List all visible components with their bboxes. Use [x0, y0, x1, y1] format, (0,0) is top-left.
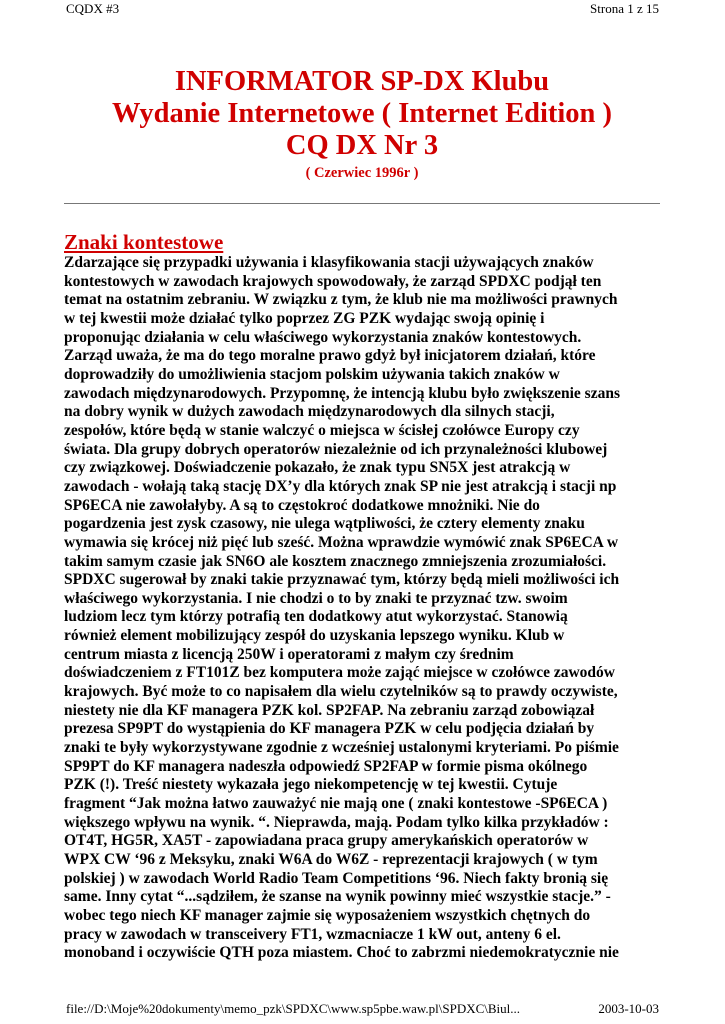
- body-line: monoband i oczywiście QTH poza miastem. Choć to zabrzmi niedemokratycznie nie: [64, 944, 619, 962]
- body-line: pogardzenia jest zysk czasowy, nie ulega wątpliwości, że cztery elementy znaku: [64, 515, 585, 533]
- body-line: czy związkowej. Doświadczenie pokazało, że znak typu SN5X jest atrakcją w: [64, 459, 571, 477]
- body-line: doprowadziły do umożliwienia stacjom polskim używania takich znaków w: [64, 365, 560, 383]
- body-line: temat na ostatnim zebraniu. W związku z tym, że klub nie ma możliwości prawnych: [64, 291, 618, 309]
- body-line: wobec tego niech KF manager zajmie się wyposażeniem wszystkich chętnych do: [64, 906, 591, 924]
- horizontal-rule: [64, 203, 660, 204]
- body-line: doświadczeniem z FT101Z bez komputera może zająć miejsce w czołówce zawodów: [64, 664, 615, 682]
- body-line: SP6ECA nie zawołałyby. A są to częstokroć dodatkowe mnożniki. Nie do: [64, 496, 540, 514]
- body-line: wymawia się krócej niż pięć lub sześć. Można wprawdzie wymówić znak SP6ECA w: [64, 533, 619, 551]
- body-line: krajowych. Być może to co napisałem dla wielu czytelników są to prawdy oczywiste,: [64, 683, 618, 701]
- body-line: właściwego wykorzystania. I nie chodzi o to by znaki te przyznać tzw. swoim: [64, 589, 568, 607]
- body-line: OT4T, HG5R, XA5T - zapowiadana praca grupy amerykańskich operatorów w: [64, 832, 589, 850]
- body-line: SPDXC sugerował by znaki takie przyznawać tym, którzy będą mieli możliwości ich: [64, 571, 620, 589]
- body-line: PZK (!). Treść niestety wykazała jego niekompetencję w tej kwestii. Cytuje: [64, 776, 558, 794]
- footer-date: 2003-10-03: [598, 1001, 659, 1016]
- page-header-left: CQDX #3: [66, 1, 120, 16]
- body-line: Zdarzające się przypadki używania i klasyfikowania stacji używających znaków: [64, 254, 594, 271]
- body-line: ludziom lecz tym którzy potrafią ten dodatkowy atut wykorzystać. Stanowią: [64, 608, 568, 626]
- body-line: zawodach międzynarodowych. Przypomnę, że intencją klubu było zwiększenie szans: [64, 384, 620, 402]
- body-line: fragment “Jak można łatwo zauważyć nie mają one ( znaki kontestowe -SP6ECA ): [64, 795, 608, 813]
- footer-file-path: file://D:\Moje%20dokumenty\memo_pzk\SPDXC\www.sp5pbe.waw.pl\SPDXC\Biul...: [66, 1001, 521, 1016]
- body-line: na dobry wynik w dużych zawodach międzynarodowych dla silnych stacji,: [64, 403, 555, 421]
- body-line: Zarząd uważa, że ma do tego moralne prawo gdyż był inicjatorem działań, które: [64, 347, 596, 365]
- body-line: SP9PT do KF managera nadeszła odpowiedź SP2FAP w formie pisma okólnego: [64, 757, 588, 775]
- body-line: prezesa SP9PT do wystąpienia do KF managera PZK w celu podjęcia działań by: [64, 720, 595, 738]
- body-line: polskiej ) w zawodach World Radio Team Competitions ‘96. Niech fakty bronią się: [64, 869, 609, 887]
- body-line: pracy w zawodach w transceivery FT1, wzmacniacze 1 kW out, anteny 6 el.: [64, 925, 561, 943]
- body-line: same. Inny cytat “...sądziłem, że szanse na wynik powinny mieć wszystkie stacje.” -: [64, 888, 611, 906]
- body-line: znaki te były wykorzystywane zgodnie z wcześniej ustalonymi kryteriami. Po piśmie: [64, 739, 619, 757]
- title-date: ( Czerwiec 1996r ): [305, 165, 419, 181]
- page-counter: Strona 1 z 15: [590, 1, 659, 16]
- body-line: niestety nie dla KF managera PZK kol. SP2FAP. Na zebraniu zarząd zobowiązał: [64, 701, 595, 719]
- title-block: [64, 66, 660, 183]
- body-line: również element mobilizujący zespół do uzyskania lepszego wyniku. Klub w: [64, 627, 565, 645]
- body-line: zespołów, które będą w stanie walczyć o miejsca w ścisłej czołówce Europy czy: [64, 421, 580, 439]
- body-line: kontestowych w zawodach krajowych spowodowały, że zarząd SPDXC podjął ten: [64, 272, 602, 290]
- body-line: większego wpływu na wynik. “. Nieprawda, mają. Podam tylko kilka przykładów :: [64, 813, 609, 831]
- body-line: takim samym czasie jak SN6O ale kosztem znacznego zmniejszenia zrozumiałości.: [64, 552, 607, 570]
- body-line: WPX CW ‘96 z Meksyku, znaki W6A do W6Z - reprezentacji krajowych ( w tym: [64, 851, 598, 868]
- article-body: [64, 254, 684, 963]
- body-line: w tej kwestii może działać tylko poprzez ZG PZK wydając swoją opinię i: [64, 309, 545, 327]
- body-line: świata. Dla grupy dobrych operatorów niezależnie od ich przynależności klubowej: [64, 440, 608, 458]
- section-heading: Znaki kontestowe: [64, 230, 224, 254]
- title-line-2: Wydanie Internetowe ( Internet Edition ): [111, 98, 613, 129]
- title-line-3: CQ DX Nr 3: [285, 130, 439, 161]
- body-line: zawodach - wołają taką stację DX’y dla których znak SP nie jest atrakcją i stacji np: [64, 477, 617, 495]
- body-line: centrum miasta z licencją 250W i operatorami z małym czy średnim: [64, 645, 514, 663]
- title-line-1: INFORMATOR SP-DX Klubu: [174, 66, 550, 97]
- body-line: proponując działania w celu właściwego wykorzystania znaków kontestowych.: [64, 328, 582, 346]
